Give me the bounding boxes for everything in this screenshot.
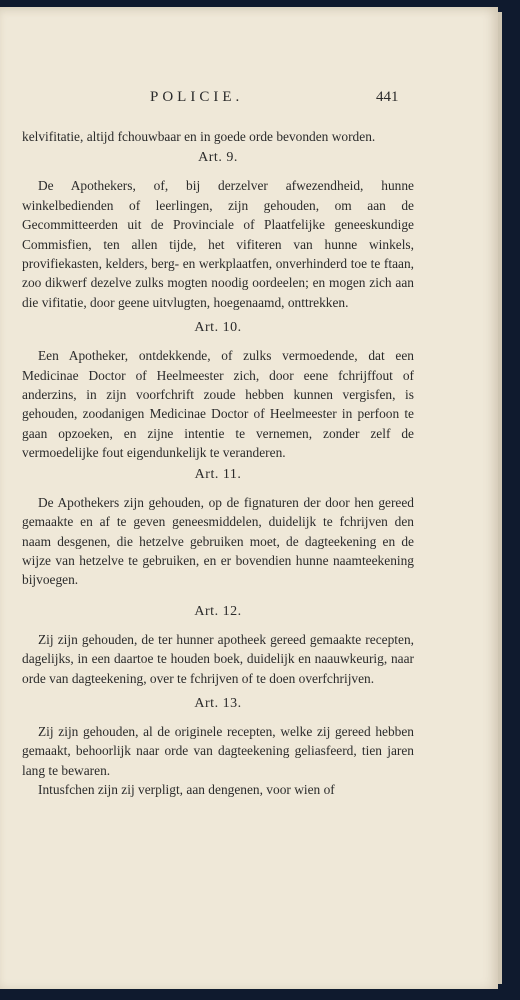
book-page	[0, 7, 498, 989]
article-11-paragraph: De Apothekers zijn gehouden, op de fignaturen der door hen gereed gemaakte en af te geven geneesmiddelen, duidelijk te fchrijven den naam desgenen, die hetzelve gebruiken moet, de dagteekening en de wijze van hetzelve te gebruiken, en er bovendien hunne naamteekening bijvoegen.	[22, 494, 414, 588]
running-title: POLICIE.	[150, 89, 244, 105]
body-text	[22, 127, 414, 800]
article-heading-11: Art. 11.	[194, 466, 242, 482]
page-edge	[498, 12, 502, 984]
page-number: 441	[376, 89, 399, 105]
article-9-paragraph: De Apothekers, of, bij derzelver afwezendheid, hunne winkelbedienden of leerlingen, zijn gehouden, om aan de Gecommitteerden uit de Provinciale of Plaatfelijke geneeskundige Commisfien, ten allen tijde, het vifiteren van hunne winkels, provifiekasten, kelders, berg- en werkplaatfen, onverhinderd toe te ftaan, zoo dikwerf dezelve zulks mogten noodig oordeelen; en mogen zich aan die vifitatie, door geene uitvlugten, hoegenaamd, onttrekken.	[22, 178, 414, 310]
article-12-paragraph: Zij zijn gehouden, de ter hunner apotheek gereed gemaakte recepten, dagelijks, in een daartoe te houden boek, duidelijk en naauwkeurig, naar orde van dagteekening, over te fchrijven of te doen overfchrijven.	[22, 631, 414, 686]
continuation-paragraph: kelvifitatie, altijd fchouwbaar en in goede orde bevonden worden.	[22, 129, 376, 144]
article-13-paragraph-2: Intusfchen zijn zij verpligt, aan dengenen, voor wien of	[38, 782, 335, 798]
article-heading-9: Art. 9.	[198, 150, 238, 166]
article-heading-13: Art. 13.	[194, 695, 242, 711]
article-10-paragraph: Een Apotheker, ontdekkende, of zulks vermoedende, dat een Medicinae Doctor of Heelmeester zich, door eene fchrijffout of anderzins, in zijn voorfchrift zoude hebben kunnen vergisfen, is gehouden, zoodanigen Medicinae Doctor of Heelmeester in perfoon te gaan opzoeken, en zijne intentie te vernemen, zonder zelf de vermoedelijke fout eigendunkelijk te veranderen.	[22, 348, 414, 461]
running-head	[0, 89, 498, 111]
article-13-paragraph: Zij zijn gehouden, al de originele recepten, welke zij gereed hebben gemaakt, behoorlijk naar orde van dagteekening geliasfeerd, tien jaren lang te bewaren.	[22, 723, 414, 778]
article-heading-10: Art. 10.	[194, 320, 242, 336]
article-heading-12: Art. 12.	[194, 603, 242, 619]
